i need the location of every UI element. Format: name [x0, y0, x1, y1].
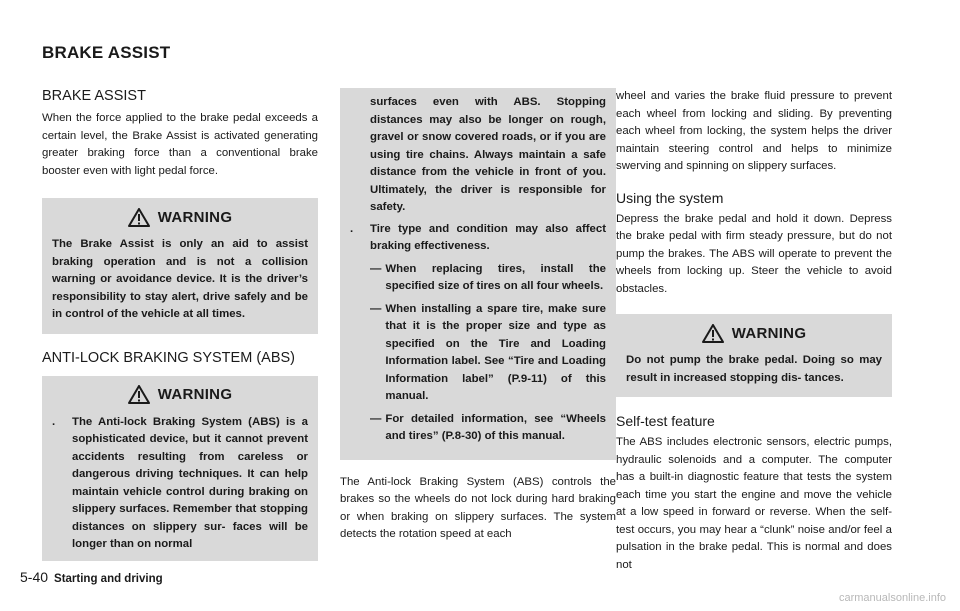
using-system-warning-text: Do not pump the brake pedal. Doing so may result in increased stopping dis- tances. — [626, 354, 882, 384]
abs-body-col3: wheel and varies the brake fluid pressure to prevent each wheel from locking and sliding. By preventing each wheel from locking, the system helps the driver maintain steering control and helps to minimize swerving and spinning on slippery surfaces. — [616, 90, 892, 172]
dash-mark: — — [370, 302, 382, 315]
warning-bullet-continued — [350, 94, 606, 217]
heading-brake-assist: BRAKE ASSIST — [42, 88, 146, 104]
dash-mark: — — [370, 262, 382, 275]
watermark: carmanualsonline.info — [838, 592, 946, 604]
using-system-body: Depress the brake pedal and hold it down. Depress the brake pedal with firm steady pressure, but do not pump the brakes. The ABS will operate to prevent the wheels from locking up. Steer the vehicle to avoid obstacles. — [616, 212, 892, 295]
abs-warning-bullet-1: The Anti-lock Braking System (ABS) is a sophisticated device, but it cannot prevent accidents resulting from careless or dangerous driving techniques. It can help maintain vehicle control during braking on slippery surfaces. Remember that stopping distances on slippery sur- faces will be longer than on normal — [72, 415, 308, 550]
warning-title: WARNING — [157, 386, 233, 403]
warning-triangle-icon — [702, 324, 724, 343]
page-number: 5-40 — [20, 569, 49, 585]
heading-abs: ANTI-LOCK BRAKING SYSTEM (ABS) — [42, 349, 295, 366]
abs-warning-box-continued — [340, 88, 616, 460]
brake-assist-warning-box — [42, 198, 318, 334]
chapter-title: Starting and driving — [54, 573, 163, 585]
using-system-warning-box — [616, 314, 892, 397]
warning-header — [52, 198, 308, 236]
page-footer — [20, 569, 163, 585]
warning-title: WARNING — [157, 208, 233, 226]
warning-subitem — [370, 261, 606, 296]
section-header: BRAKE ASSIST — [42, 43, 171, 62]
abs-warning-sub-1: When replacing tires, install the specified size of tires on all four wheels. — [385, 262, 606, 292]
abs-body-col2: The Anti-lock Braking System (ABS) controls the brakes so the wheels do not lock during hard braking or when braking on slippery surfaces. The system detects the rotation speed at each — [340, 475, 616, 540]
warning-bullet — [350, 221, 606, 256]
self-test-body: The ABS includes electronic sensors, electric pumps, hydraulic solenoids and a computer. The computer has a built-in diagnostic feature that tests the system each time you start the engine and move the vehicle at a low speed in forward or reverse. When the self-test occurs, you may hear a “clunk” noise and/or feel a pulsation in the brake pedal. This is normal and does not — [616, 436, 892, 571]
column-3 — [616, 88, 892, 574]
brake-assist-body: When the force applied to the brake pedal exceeds a certain level, the Brake Assist is activated generating greater braking force than a conventional brake booster even with light pedal force. — [42, 112, 318, 177]
heading-self-test: Self-test feature — [616, 413, 715, 429]
abs-warning-bullet-1-continued: surfaces even with ABS. Stopping distances may also be longer on rough, gravel or snow covered roads, or if you are using tire chains. Always maintain a safe distance from the vehicle in front of you. Ultimately, the driver is responsible for safety. — [370, 96, 606, 213]
warning-triangle-icon — [128, 208, 150, 227]
warning-header — [52, 376, 308, 414]
dash-mark: — — [370, 412, 382, 425]
warning-bullet — [52, 414, 308, 554]
warning-title: WARNING — [731, 324, 807, 342]
abs-warning-sub-2: When installing a spare tire, make sure that it is the proper size and type as specified on the Tire and Loading Information label. See “Tire and Loading Information label” (P.9-11) of this manual. — [385, 302, 606, 402]
bullet-mark: . — [350, 222, 354, 235]
abs-warning-bullet-2: Tire type and condition may also affect braking effectiveness. — [370, 222, 606, 252]
brake-assist-warning-text: The Brake Assist is only an aid to assist braking operation and is not a collision warning or avoidance device. It is the driver’s responsibility to stay alert, drive safely and be in control of the vehicle at all times. — [52, 238, 308, 320]
heading-using-system: Using the system — [616, 189, 724, 206]
warning-subitem — [370, 301, 606, 406]
column-1 — [42, 88, 318, 561]
warning-header — [626, 314, 882, 352]
warning-triangle-icon — [128, 385, 150, 404]
column-2 — [340, 88, 616, 544]
bullet-mark: . — [52, 415, 56, 428]
abs-warning-sub-3: For detailed information, see “Wheels and tires” (P.8-30) of this manual. — [385, 412, 606, 442]
warning-subitem — [370, 411, 606, 446]
abs-warning-box — [42, 376, 318, 561]
